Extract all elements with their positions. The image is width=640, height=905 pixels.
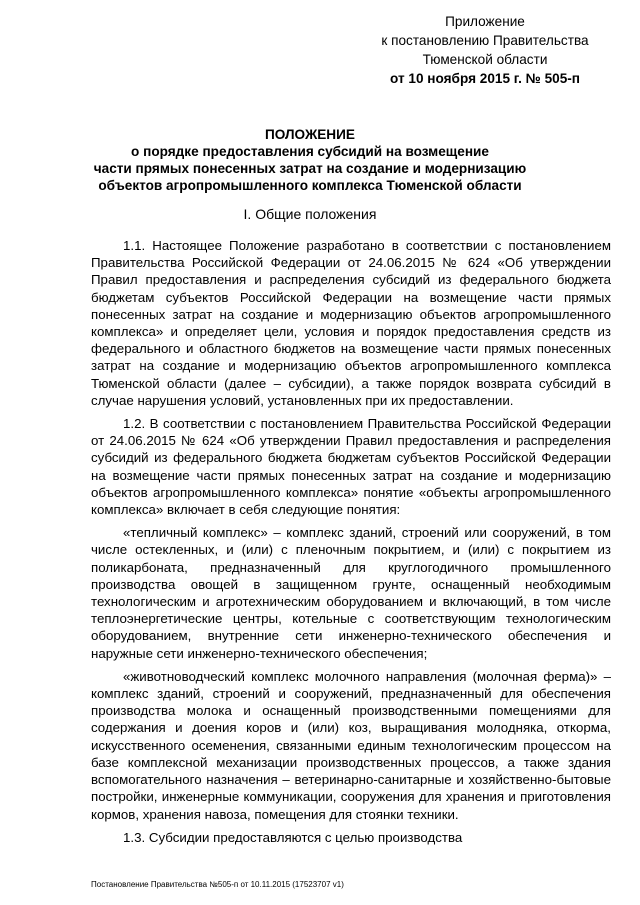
paragraph-1-2: 1.2. В соответствии с постановлением Правительства Российской Федерации от 24.06.2015 № 624 «Об утверждении Правил предоставления и распределения субсидий из федерального бюджета бюджетам субъектов Российской Федерации на возмещение части прямых понесенных затрат на создание и модернизацию объектов агропромышленного комплекса» понятие «объекты агропромышленного комплекса» включает в себя следующие понятия: (91, 416, 611, 518)
document-body (91, 237, 611, 852)
appendix-label: Приложение (445, 14, 525, 29)
title-heading: ПОЛОЖЕНИЕ (265, 127, 355, 142)
title-line-4: объектов агропромышленного комплекса Тюменской области (98, 178, 522, 193)
appendix-region: Тюменской области (422, 52, 548, 67)
paragraph-dairy: «животноводческий комплекс молочного направления (молочная ферма)» – комплекс зданий, строений и сооружений, предназначенный для обеспечения производства молока и оснащенный производственными помещениями для содержания и доения коров и (или) коз, выращивания молодняка, откорма, искусственного осеменения, связанными единым технологическим процессом на базе комплексной механизации производственных процессов, а также здания вспомогательного назначения – ветеринарно-санитарные и хозяйственно-бытовые постройки, инженерные коммуникации, сооружения для хранения и приготовления кормов, хранения навоза, помещения для стоянки техники. (91, 668, 611, 822)
appendix-resolution: к постановлению Правительства (381, 33, 589, 48)
appendix-date-number: от 10 ноября 2015 г. № 505-п (389, 71, 580, 86)
title-line-3: части прямых понесенных затрат на создание и модернизацию (93, 161, 527, 176)
footer-note: Постановление Правительства №505-п от 10.11.2015 (17523707 v1) (91, 880, 344, 889)
section-heading: I. Общие положения (243, 206, 377, 222)
title-line-2: о порядке предоставления субсидий на возмещение (131, 144, 489, 159)
appendix-block (355, 12, 615, 88)
paragraph-1-1: 1.1. Настоящее Положение разработано в соответствии с постановлением Правительства Российской Федерации от 24.06.2015 № 624 «Об утверждении Правил предоставления и распределения субсидий из федерального бюджета бюджетам субъектов Российской Федерации на возмещение части прямых понесенных затрат на создание и модернизацию объектов агропромышленного комплекса» и определяет цели, условия и порядок предоставления средств из федерального и областного бюджетов на возмещение части прямых понесенных затрат на создание и модернизацию объектов агропромышленного комплекса Тюменской области (далее – субсидии), а также порядок возврата субсидий в случае нарушения условий, установленных при их предоставлении. (91, 238, 611, 408)
paragraph-1-3: 1.3. Субсидии предоставляются с целью производства (123, 829, 463, 845)
document-title (90, 126, 530, 194)
paragraph-greenhouse: «тепличный комплекс» – комплекс зданий, строений или сооружений, в том числе остекленных, и (или) с пленочным покрытием, и (или) с покрытием из поликарбоната, предназначенный для круглогодичного промышленного производства овощей в защищенном грунте, оснащенный необходимым технологическим и агротехническим оборудованием и включающий, в том числе теплоэнергетические центры, котельные с соответствующим технологическим оборудованием, внутренние сети инженерно-технического обеспечения и наружные сети инженерно-технического обеспечения; (91, 525, 611, 661)
